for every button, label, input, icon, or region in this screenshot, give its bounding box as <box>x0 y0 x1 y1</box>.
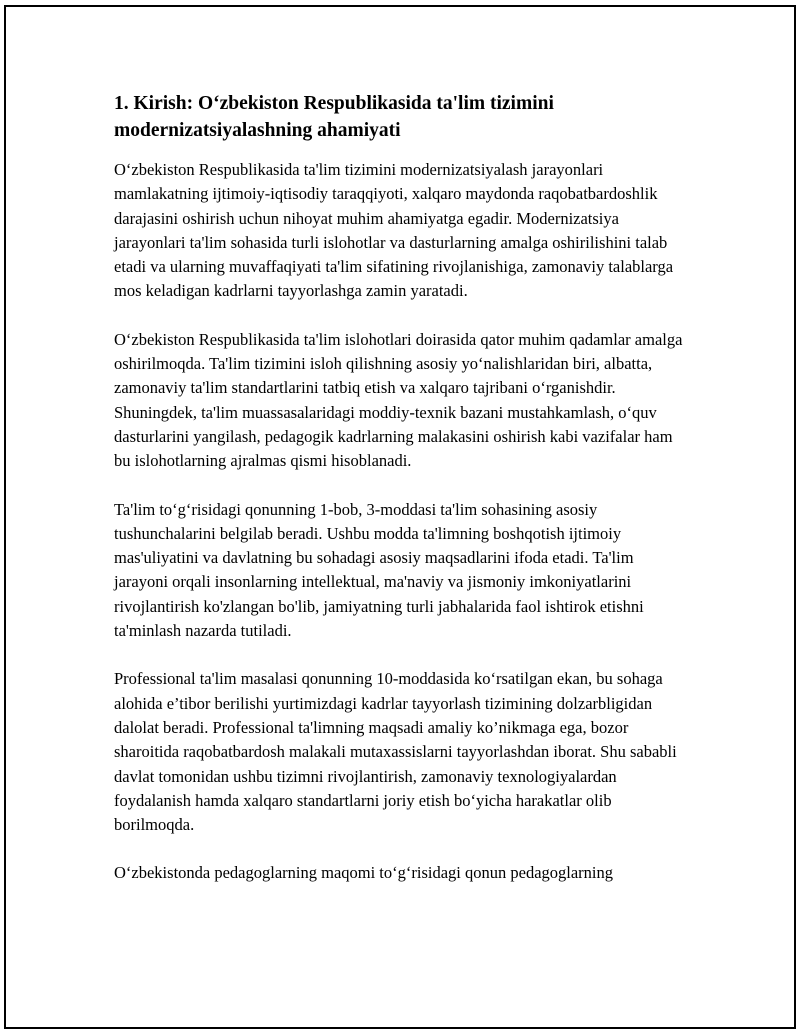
paragraph-3: Ta'lim to‘g‘risidagi qonunning 1-bob, 3-moddasi ta'lim sohasining asosiy tushunchalarini belgilab beradi. Ushbu modda ta'limning boshqotish ijtimoiy mas'uliyatini va davlatning bu sohadagi asosiy maqsadlarini ifoda etadi. Ta'lim jarayoni orqali insonlarning intellektual, ma'naviy va jismoniy imkoniyatlarini rivojlantirish ko'zlangan bo'lib, jamiyatning turli jabhalarida faol ishtirok etishni ta'minlash nazarda tutiladi. <box>114 499 644 641</box>
paragraph-1: O‘zbekiston Respublikasida ta'lim tizimini modernizatsiyalash jarayonlari mamlakatning ijtimoiy-iqtisodiy taraqqiyoti, xalqaro maydonda raqobatbardoshlik darajasini oshirish uchun nihoyat muhim ahamiyatga egadir. Modernizatsiya jarayonlari ta'lim sohasida turli islohotlar va dasturlarning amalga oshirilishini talab etadi va ularning muvaffaqiyati ta'lim sifatining rivojlanishiga, zamonaviy talablarga mos keladigan kadrlarni tayyorlashga zamin yaratadi. <box>114 160 674 301</box>
paragraph-2: O‘zbekiston Respublikasida ta'lim islohotlari doirasida qator muhim qadamlar amalga oshirilmoqda. Ta'lim tizimini isloh qilishning asosiy yo‘nalishlaridan biri, albatta, zamonaviy ta'lim standartlarini tatbiq etish va xalqaro tajribani o‘rganishdir. Shuningdek, ta'lim muassasalaridagi moddiy-texnik bazani mustahkamlash, o‘quv dasturlarini yangilash, pedagogik kadrlarning malakasini oshirish kabi vazifalar ham bu islohotlarning ajralmas qismi hisoblanadi. <box>114 329 683 471</box>
paragraph-5: O‘zbekistonda pedagoglarning maqomi to‘g‘risidagi qonun pedagoglarning <box>114 863 614 883</box>
document-body <box>114 90 689 910</box>
section-heading: 1. Kirish: O‘zbekiston Respublikasida ta'lim tizimini modernizatsiyalashning ahamiyati <box>114 93 554 141</box>
paragraph-4: Professional ta'lim masalasi qonunning 10-moddasida ko‘rsatilgan ekan, bu sohaga alohida e’tibor berilishi yurtimizdagi kadrlar tayyorlash tizimining dolzarbligidan dalolat beradi. Professional ta'limning maqsadi amaliy ko’nikmaga ega, bozor sharoitida raqobatbardosh malakali mutaxassislarni tayyorlashdan iborat. Shu sababli davlat tomonidan ushbu tizimni rivojlantirish, zamonaviy texnologiyalardan foydalanish hamda xalqaro standartlarni joriy etish bo‘yicha harakatlar olib borilmoqda. <box>114 669 677 835</box>
